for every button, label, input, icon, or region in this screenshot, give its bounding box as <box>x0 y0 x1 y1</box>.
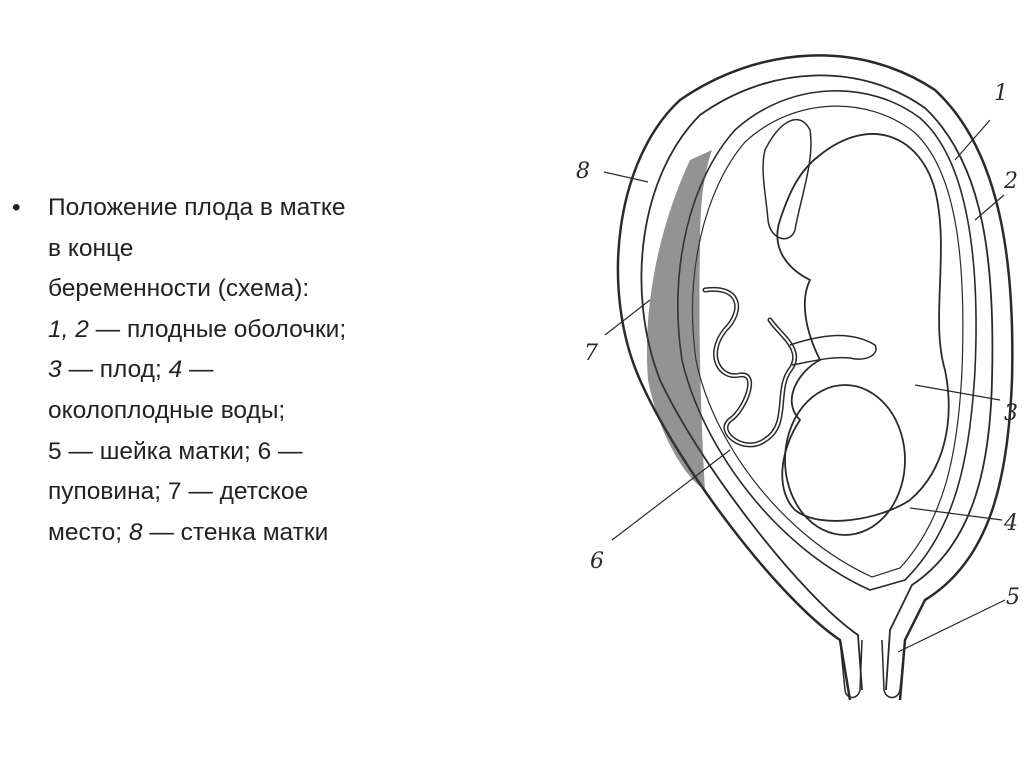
caption-line-2: в конце <box>48 234 134 262</box>
caption-line-4 <box>48 310 432 351</box>
caption-line-1: Положение плода в матке <box>48 194 346 221</box>
caption-num-1-2: 1, 2 <box>48 315 89 343</box>
fetus-arm <box>790 336 876 365</box>
diagram-label-8: 8 <box>576 159 590 184</box>
caption-text <box>48 188 432 553</box>
leader-line-8 <box>604 172 648 182</box>
diagram-label-4: 4 <box>1004 511 1018 536</box>
caption-num-8: 8 <box>128 518 143 546</box>
caption-place: место; <box>48 518 129 546</box>
diagram-label-1: 1 <box>994 81 1008 106</box>
diagram-label-3: 3 <box>1004 401 1018 426</box>
caption-line-5 <box>48 350 432 391</box>
fetus-leg <box>763 120 811 239</box>
diagram-label-2: 2 <box>1004 169 1018 194</box>
bullet-icon: • <box>12 194 21 221</box>
leader-line-3 <box>915 385 1000 400</box>
leader-line-6 <box>612 450 730 540</box>
diagram-label-5: 5 <box>1006 585 1020 610</box>
caption-membranes: — плодные оболочки; <box>88 315 347 343</box>
caption-block <box>12 188 432 553</box>
caption-line-3: беременности (схема): <box>48 275 310 303</box>
caption-num-4: 4 <box>168 356 183 384</box>
fetus-in-uterus-diagram <box>560 40 1024 760</box>
caption-line-9 <box>48 513 432 554</box>
placenta <box>647 150 712 490</box>
caption-dash: — <box>182 356 214 384</box>
caption-line-8: пуповина; 7 — детское <box>48 478 309 506</box>
diagram-label-7: 7 <box>584 341 598 366</box>
caption-num-3: 3 <box>48 356 62 384</box>
caption-line-6: околоплодные воды; <box>48 396 286 424</box>
caption-uterus-wall: — стенка матки <box>142 518 329 546</box>
caption-fetus: — плод; <box>61 356 169 384</box>
leader-line-4 <box>910 508 1002 520</box>
caption-line-7: 5 — шейка матки; 6 — <box>48 437 303 465</box>
fetal-membrane-inner <box>693 106 963 577</box>
leader-line-1 <box>955 120 990 160</box>
diagram-label-6: 6 <box>590 549 604 574</box>
fetus-head <box>785 385 905 535</box>
leader-line-5 <box>898 600 1005 652</box>
